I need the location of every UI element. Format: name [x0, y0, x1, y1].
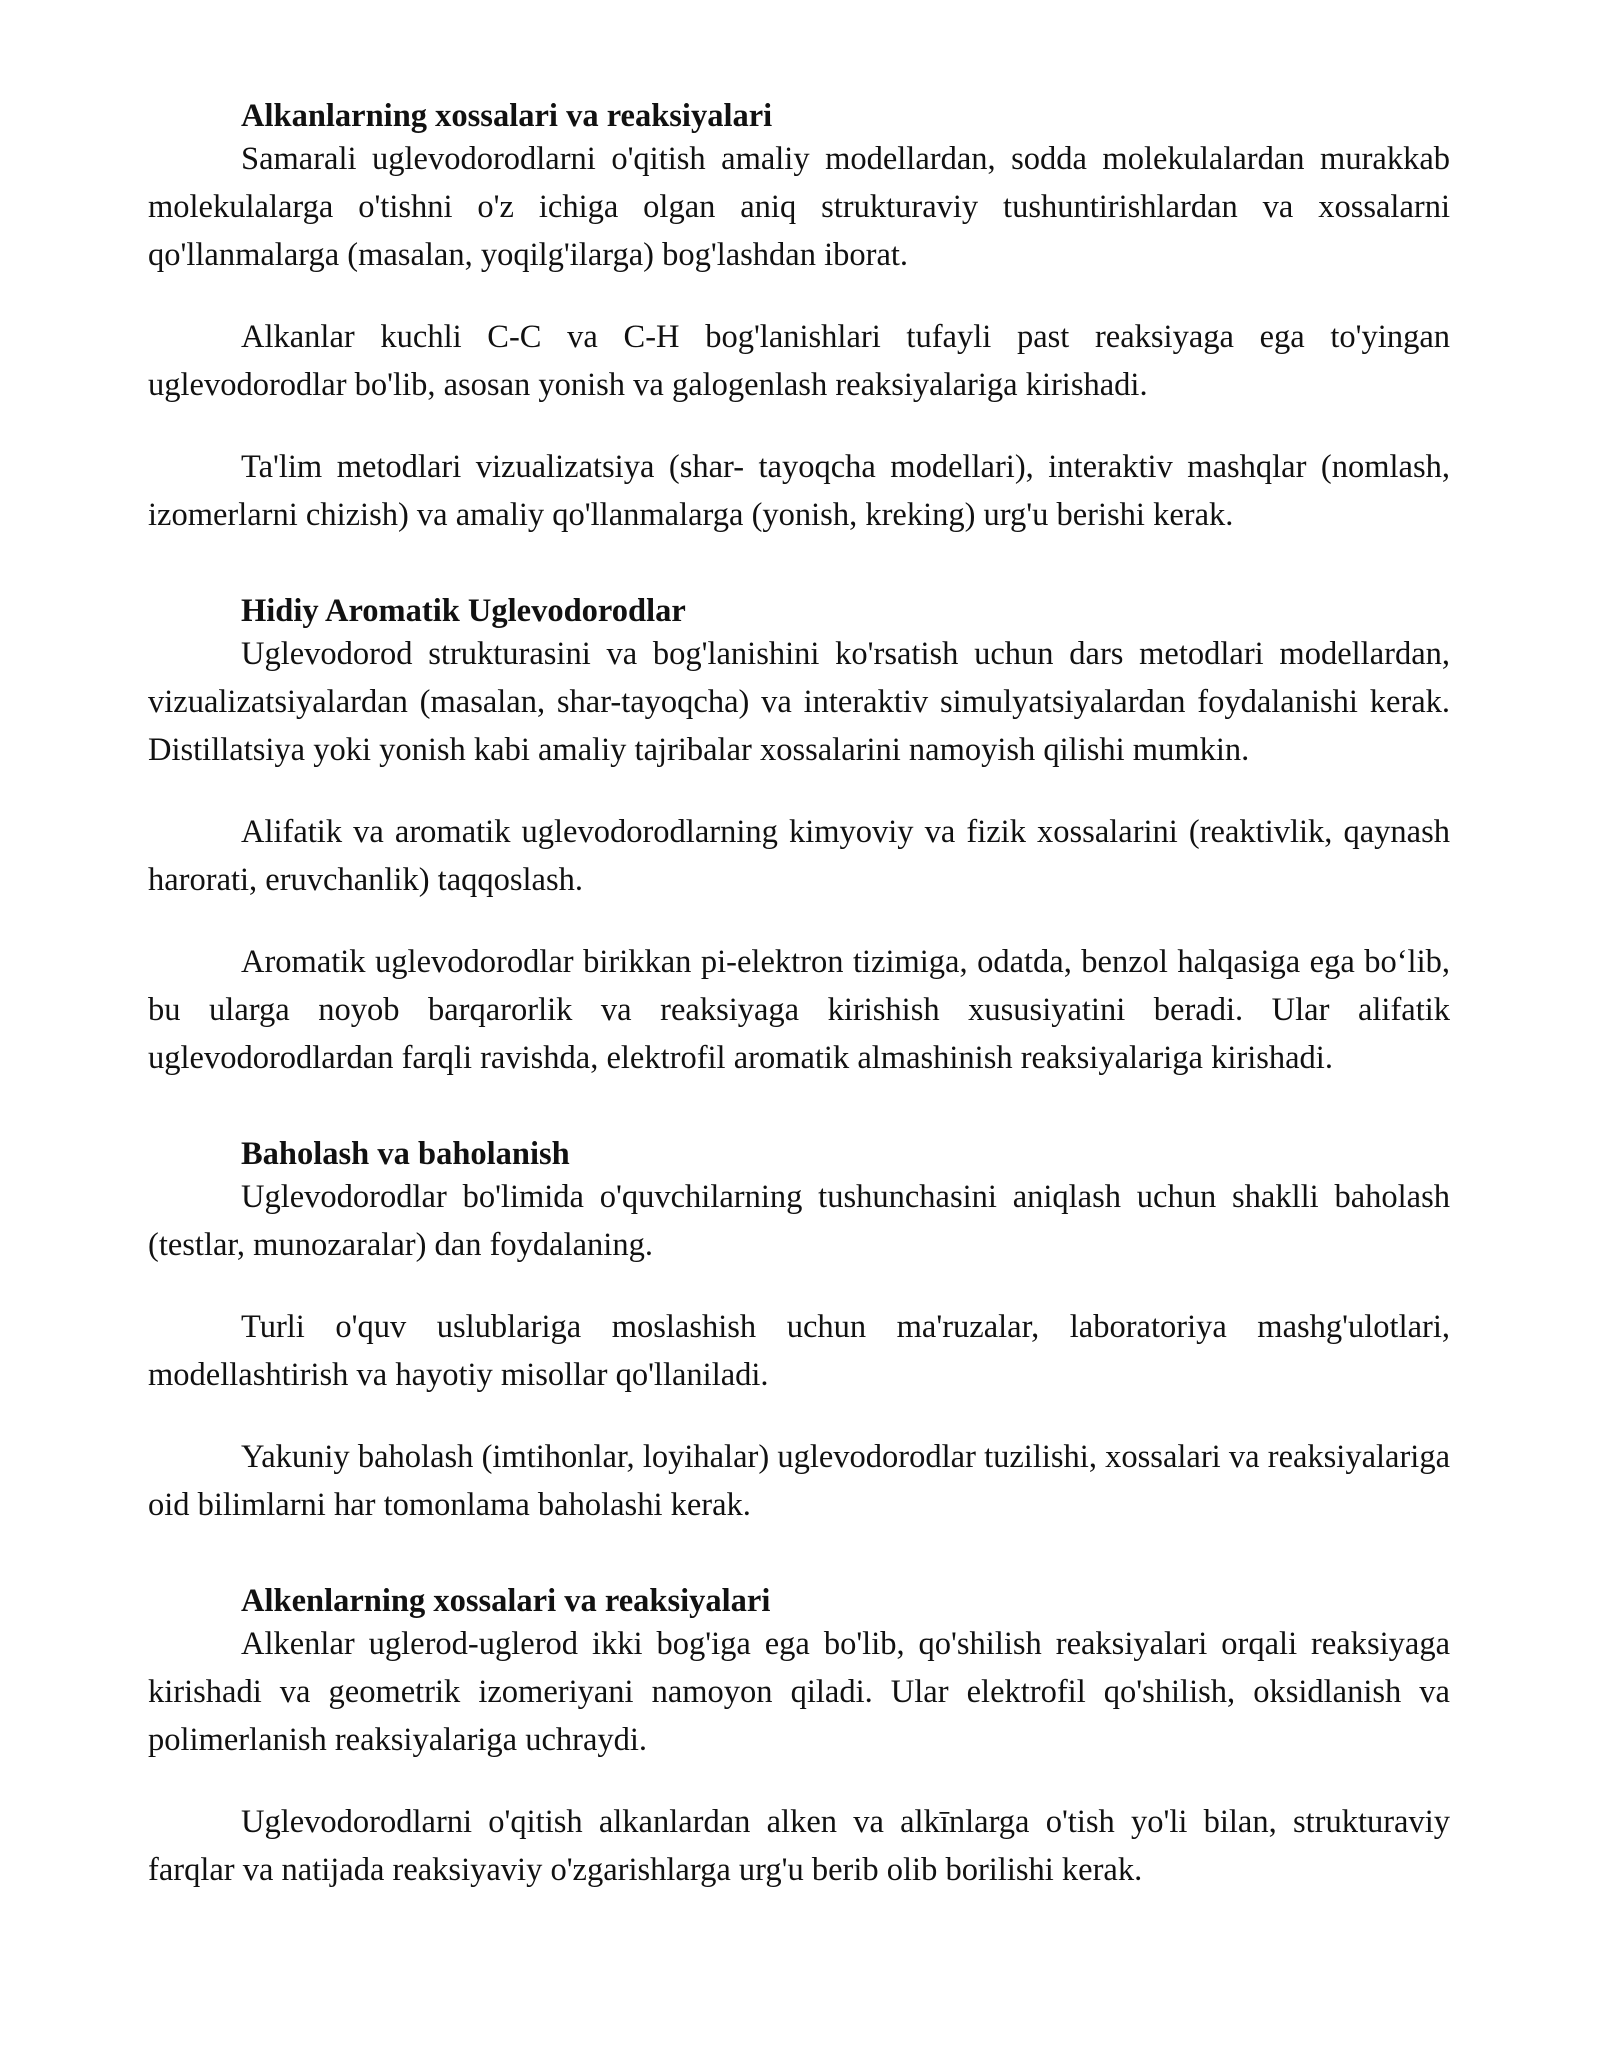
paragraph: Alkenlar uglerod-uglerod ikki bog'iga ega bo'lib, qo'shilish reaksiyalari orqali reaksiyaga kirishadi va geometrik izomeriyani namoyon qiladi. Ular elektrofil qo'shilish, oksidlanish va polimerlanish reaksiyalariga uchraydi.	[148, 1626, 1450, 1758]
paragraph: Uglevodorod strukturasini va bog'lanishini ko'rsatish uchun dars metodlari modellardan, vizualizatsiyalardan (masalan, shar-tayoqcha) va interaktiv simulyatsiyalardan foydalanishi kerak. Distillatsiya yoki yonish kabi amaliy tajribalar xossalarini namoyish qilishi mumkin.	[148, 636, 1450, 768]
document-page	[148, 92, 1450, 1894]
paragraph: Yakuniy baholash (imtihonlar, loyihalar) uglevodorodlar tuzilishi, xossalari va reaksiyalariga oid bilimlarni har tomonlama baholashi kerak.	[148, 1439, 1450, 1523]
paragraph: Alifatik va aromatik uglevodorodlarning kimyoviy va fizik xossalarini (reaktivlik, qaynash harorati, eruvchanlik) taqqoslash.	[148, 814, 1450, 898]
paragraph: Turli o'quv uslublariga moslashish uchun ma'ruzalar, laboratoriya mashg'ulotlari, modellashtirish va hayotiy misollar qo'llaniladi.	[148, 1309, 1450, 1393]
section-alkenes	[148, 1577, 1450, 1894]
section-heading: Hidiy Aromatik Uglevodorodlar	[241, 593, 686, 629]
section-heading: Baholash va baholanish	[241, 1136, 570, 1172]
paragraph: Uglevodorodlarni o'qitish alkanlardan alken va alkīnlarga o'tish yo'li bilan, strukturaviy farqlar va natijada reaksiyaviy o'zgarishlarga urg'u berib olib borilishi kerak.	[148, 1804, 1450, 1888]
paragraph: Aromatik uglevodorodlar birikkan pi-elektron tizimiga, odatda, benzol halqasiga ega bo‘lib, bu ularga noyob barqarorlik va reaksiyaga kirishish xususiyatini beradi. Ular alifatik uglevodorodlardan farqli ravishda, elektrofil aromatik almashinish reaksiyalariga kirishadi.	[148, 944, 1450, 1076]
section-aromatic	[148, 587, 1450, 1082]
paragraph: Uglevodorodlar bo'limida o'quvchilarning tushunchasini aniqlash uchun shaklli baholash (testlar, munozaralar) dan foydalaning.	[148, 1179, 1450, 1263]
section-alkanes	[148, 92, 1450, 539]
section-heading: Alkenlarning xossalari va reaksiyalari	[241, 1583, 771, 1619]
paragraph: Ta'lim metodlari vizualizatsiya (shar- tayoqcha modellari), interaktiv mashqlar (nomlash, izomerlarni chizish) va amaliy qo'llanmalarga (yonish, kreking) urg'u berishi kerak.	[148, 449, 1450, 533]
section-heading: Alkanlarning xossalari va reaksiyalari	[241, 98, 773, 134]
section-assessment	[148, 1130, 1450, 1529]
paragraph: Alkanlar kuchli C-C va C-H bog'lanishlari tufayli past reaksiyaga ega to'yingan uglevodorodlar bo'lib, asosan yonish va galogenlash reaksiyalariga kirishadi.	[148, 319, 1450, 403]
paragraph: Samarali uglevodorodlarni o'qitish amaliy modellardan, sodda molekulalardan murakkab molekulalarga o'tishni o'z ichiga olgan aniq strukturaviy tushuntirishlardan va xossalarni qo'llanmalarga (masalan, yoqilg'ilarga) bog'lashdan iborat.	[148, 141, 1450, 273]
